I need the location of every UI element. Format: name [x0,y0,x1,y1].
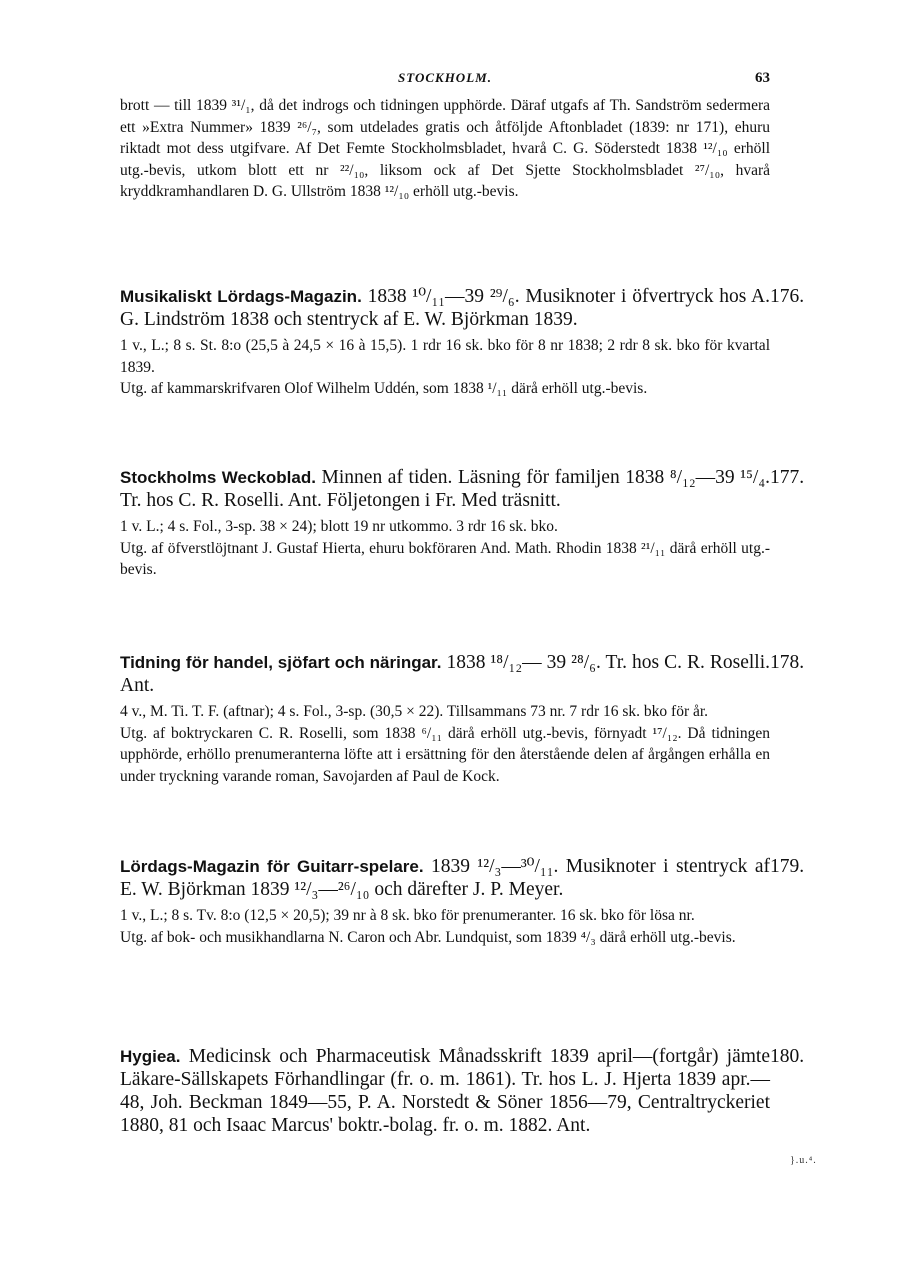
entry-line: som utdelades gratis och åtföljde Aftonbladet (1839: nr 171), ehuru [327,118,771,136]
running-title: STOCKHOLM. [398,70,492,85]
entry-text: Minnen af tiden. Läsning för familjen 1838 ⁸/₁₂—39 ¹⁵/₄. Tr. hos C. R. Roselli. Ant. Följetongen i Fr. Med träsnitt. [120,467,771,511]
entry-main [120,285,770,331]
running-header [120,70,770,92]
entry-number: 176. [770,286,805,307]
entry-main [120,855,770,901]
entry-title: Musikaliskt Lördags-Magazin. [120,287,362,306]
entry-number: 177. [770,467,805,488]
margin-note: }.u.⁴. [790,1155,817,1166]
entry-details: Utg. af kammarskrifvaren Olof Wilhelm Uddén, som 1838 ¹/₁₁ därå erhöll utg.-bevis. [120,380,648,398]
entry-details: 1 v., L.; 8 s. St. 8:o (25,5 à 24,5 × 16 à 15,5). 1 rdr 16 sk. bko för 8 nr 1838; 2 rdr 8 sk. bko för kvartal 1839. [120,337,770,376]
entry-text: 1839 ¹²/₃—³⁰/₁₁. Musiknoter i stentryck af E. W. Björkman 1839 ¹²/₃—²⁶/₁₀ och därefter J. P. Meyer. [120,856,770,900]
entry-number: 179. [770,856,805,877]
entry-number: 180. [770,1046,805,1067]
entry-continuation [120,95,770,203]
entry-line: brott — till 1839 ³¹/₁, då det indrogs och tidningen upphörde. Däraf [120,97,546,114]
entry-line: nr ²²/₁₀, liksom ock af Det Sjette Stockholmsbladet ²⁷/₁₀, hvarå [315,161,771,179]
entry-line: riktadt mot dess utgifvare. Af Det Femte Stockholmsbladet, [120,140,506,158]
entry-details: 1 v. L.; 4 s. Fol., 3-sp. 38 × 24); blott 19 nr utkommo. 3 rdr 16 sk. bko. [120,518,558,535]
entry-line: kryddkramhandlaren D. G. Ullström 1838 ¹²/₁₀ erhöll utg.-bevis. [120,183,519,201]
entry-title: Tidning för handel, sjöfart och näringar. [120,653,442,672]
entry-main [120,1045,770,1137]
entry-title: Stockholms Weckoblad. [120,468,316,487]
page-number: 63 [755,70,770,86]
entry-177 [120,466,770,581]
entry-main [120,466,770,512]
entry-details: Utg. af bok- och musikhandlarna N. Caron och Abr. Lundquist, som 1839 ⁴/₃ därå erhöll utg.-bevis. [120,928,736,946]
entry-details: Utg. af boktryckaren C. R. Roselli, som 1838 ⁶/₁₁ därå erhöll utg.-bevis, förnyadt ¹⁷/₁₂. Då tidningen upphörde, erhöllo prenumeranterna löfte att i ersättning för den återstående delen af årgången erhålla en under tryckning varande roman, Savojarden af Paul de Kock. [120,724,770,785]
entry-line: utgafs af Th. Sandström sedermera ett »Extra Nummer» 1839 ²⁶/₇, [120,97,770,136]
entry-details: Utg. af öfverstlöjtnant J. Gustaf Hierta, ehuru bokföraren And. Math. Rhodin 1838 ²¹/₁₁ därå erhöll utg.-bevis. [120,539,770,579]
entry-main [120,651,770,697]
entry-number: 178. [770,652,805,673]
entry-text: 1838 ¹⁸/₁₂— 39 ²⁸/₆. Tr. hos C. R. Roselli. Ant. [120,652,770,696]
entry-title: Hygiea. [120,1047,181,1066]
entry-text: Medicinsk och Pharmaceutisk Månadsskrift 1839 april—(fortgår) jämte Läkare-Sällskapets Förhandlingar (fr. o. m. 1861). Tr. hos L. J. Hjerta 1839 apr.—48, Joh. Beckman 1849—55, P. A. Norstedt & Söner 1856—79, Centraltryckeriet 1880, 81 och Isaac Marcus' boktr.-bolag. fr. o. m. 1882. Ant. [120,1046,770,1136]
entry-details: 1 v., L.; 8 s. Tv. 8:o (12,5 × 20,5); 39 nr à 8 sk. bko för prenumeranter. 16 sk. bko för lösa nr. [120,907,695,924]
entry-text: 1838 ¹⁰/₁₁—39 ²⁹/₆. Musiknoter i öfvertryck hos A. G. Lindström 1838 och stentryck af E. W. Björkman 1839. [120,286,771,330]
entry-176 [120,285,770,400]
continuation-paragraph [120,95,770,203]
entry-details: 4 v., M. Ti. T. F. (aftnar); 4 s. Fol., 3-sp. (30,5 × 22). Tillsammans 73 nr. 7 rdr 16 sk. bko för år. [120,703,709,720]
entry-line: hvarå C. G. Söderstedt 1838 ¹²/₁₀ erhöll utg.-bevis, utkom blott ett [120,140,770,179]
entry-title: Lördags-Magazin för Guitarr-spelare. [120,857,424,876]
entry-179 [120,855,770,948]
entry-178 [120,651,770,787]
entry-180 [120,1045,770,1137]
